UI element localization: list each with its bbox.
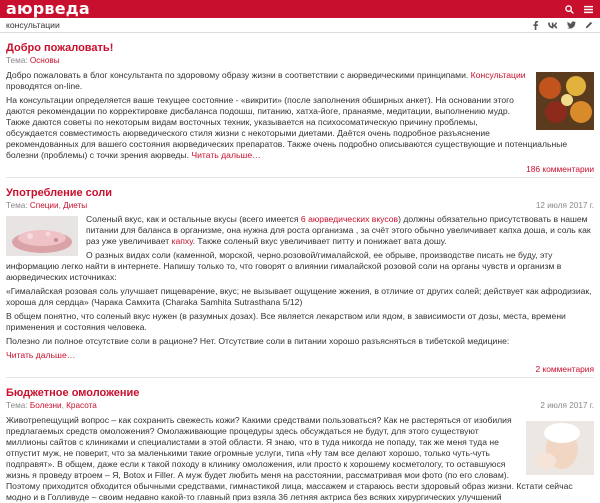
menu-icon[interactable]: [583, 4, 594, 15]
read-more-link[interactable]: Читать дальше…: [191, 149, 261, 160]
vk-icon[interactable]: [548, 20, 558, 30]
text: ) должны обязательно присутствовать в нашем питании для баланса в организме, она нужна для роста организма , за счёт этого обычно увеличивает капха доша, и соль как раз уже увеличивает: [86, 214, 591, 247]
tag-link[interactable]: Специи: [29, 200, 59, 210]
post-title[interactable]: Добро пожаловать!: [6, 42, 114, 54]
post-title[interactable]: Употребление соли: [6, 186, 112, 199]
post-intro: [6, 70, 594, 92]
post-quote: «Гималайская розовая соль улучшает пищеварение, вкус; не вызывает ощущение жжения, в отличие от других солей; действует как афродизиак, хороша для сердца» (Чарака Самхита (Charaka Samhita Sutrasthana 5/12): [6, 286, 592, 308]
kapha-link[interactable]: капху: [171, 236, 193, 247]
edit-icon[interactable]: [584, 20, 594, 30]
tag-link[interactable]: Красота: [66, 401, 97, 411]
post-body: [6, 95, 594, 161]
comments-link[interactable]: 2 комментария: [535, 364, 594, 375]
social-links: [530, 20, 594, 30]
text: проводятся on-line.: [6, 80, 83, 91]
top-bar: [0, 0, 600, 18]
text: Соленый вкус, как и остальные вкусы (всего имеется: [86, 214, 301, 225]
spices-image: [536, 72, 594, 130]
site-logo[interactable]: аюрведа: [6, 0, 90, 18]
meta-label: Тема:: [6, 56, 28, 66]
post: [6, 178, 594, 379]
tastes-link[interactable]: 6 аюрведических вкусов: [300, 214, 399, 225]
post-meta: Тема: Специи, Диеты 12 июля 2017 г.: [6, 200, 594, 210]
facebook-icon[interactable]: [530, 20, 540, 30]
post: [6, 378, 594, 503]
face-image: [526, 421, 594, 475]
post-paragraph: О разных видах соли (каменной, морской, черно.розовой/гималайской, ее обрыве, производстве писать не буду, эту информацию легко найти в интернете. Напишу только то, что говорят о влиянии гималайской розовой соли на органы чувств и организм в аюрведических источниках:: [6, 250, 562, 283]
salt-image: [6, 216, 78, 256]
section-bar: [0, 18, 600, 33]
tag-link[interactable]: Основы: [29, 56, 60, 66]
post-intro: Животрепещущий вопрос – как сохранить свежесть кожи? Какими средствами пользоваться? Как не растеряться от изобилия предлагаемых средств омоложения? Омолаживающие процедуры здесь обсуждаться не будут, для этого существуют миллионы сайтов с клиниками и специалистами в этой области. Я знаю, что в туда никогда не попаду, так же меня туда не отпустит муж, не поверит, что за маленькими такие огромные услуги, типа «Ну там все делают хорошо, только чуть-чуть подправят». В общем, даже если к такой походу в клинику омоложения, или просто к хорошему косметологу, то оставшуюся жизнь я проведу втроем – Я, Botox и Filler. А муж будет любить меня на расстоянии, рассматривая мои фото (по его словам). Поэтому приходится обходится обычными средствами, гимнастикой лица, массажем и стараюсь вести здоровый образ жизни. Кстати сейчас модно и в Голливуде – своим недавно какой-то главный приз взяла 36 летняя актриса без всяких хирургических улучшений: [6, 414, 573, 502]
post-meta: [6, 56, 594, 67]
top-icons: [564, 4, 594, 15]
read-more-link[interactable]: Читать дальше…: [6, 350, 76, 361]
consultations-link[interactable]: Консультации: [470, 69, 526, 80]
twitter-icon[interactable]: [566, 20, 576, 30]
posts-list: [0, 33, 600, 503]
post: [6, 33, 594, 178]
text: Добро пожаловать в блог консультанта по здоровому образу жизни в соответствии с аюрведическими принципами.: [6, 69, 471, 80]
comments-link[interactable]: 186 комментарии: [526, 163, 594, 174]
post-date: 2 июля 2017 г.: [540, 401, 594, 411]
text: . Также соленый вкус увеличивает питту и понижает вата дошу.: [192, 236, 447, 247]
section-title: консультации: [6, 19, 60, 30]
post-title[interactable]: Бюджетное омоложение: [6, 387, 140, 400]
search-icon[interactable]: [564, 4, 575, 15]
post-date: 12 июля 2017 г.: [535, 200, 594, 210]
post-intro: [6, 214, 594, 247]
tag-link[interactable]: Диеты: [63, 200, 88, 210]
post-paragraph: Полезно ли полное отсутствие соли в рационе? Нет. Отсутствие соли в питании хорошо разъясняться в тибетской медицине:: [6, 336, 510, 347]
tag-link[interactable]: Болезни: [29, 401, 62, 411]
post-paragraph: В общем понятно, что соленый вкус нужен (в разумных дозах). Все является лекарством или ядом, в зависимости от дозы, места, времени применения и состояния человека.: [6, 311, 566, 333]
post-meta: Тема: Болезни, Красота 2 июля 2017 г.: [6, 401, 594, 411]
meta-label: Тема:: [6, 200, 28, 210]
meta-label: Тема:: [6, 401, 28, 411]
text: На консультации определяется ваше текущее состояние - «викрити» (после заполнения обширных анкет). На основании этого даются рекомендации по корректировке дисбаланса подошш, питанию, хатха-йоге, пранаяме, медитации, выполнению мудр. Также даются советы по некоторым видам восточных техник, указывается на психосоматическую причину проблемы, обсуждается совместимость аюрведического стиля жизни с некоторыми диетами. Даётся очень подробное разъяснение рекомендованных для вашего состояния аюрведических препаратов. Также очень подробно описываются существующие и потенциальные болезни (проблемы) с точки зрения аюрведы.: [6, 94, 568, 160]
